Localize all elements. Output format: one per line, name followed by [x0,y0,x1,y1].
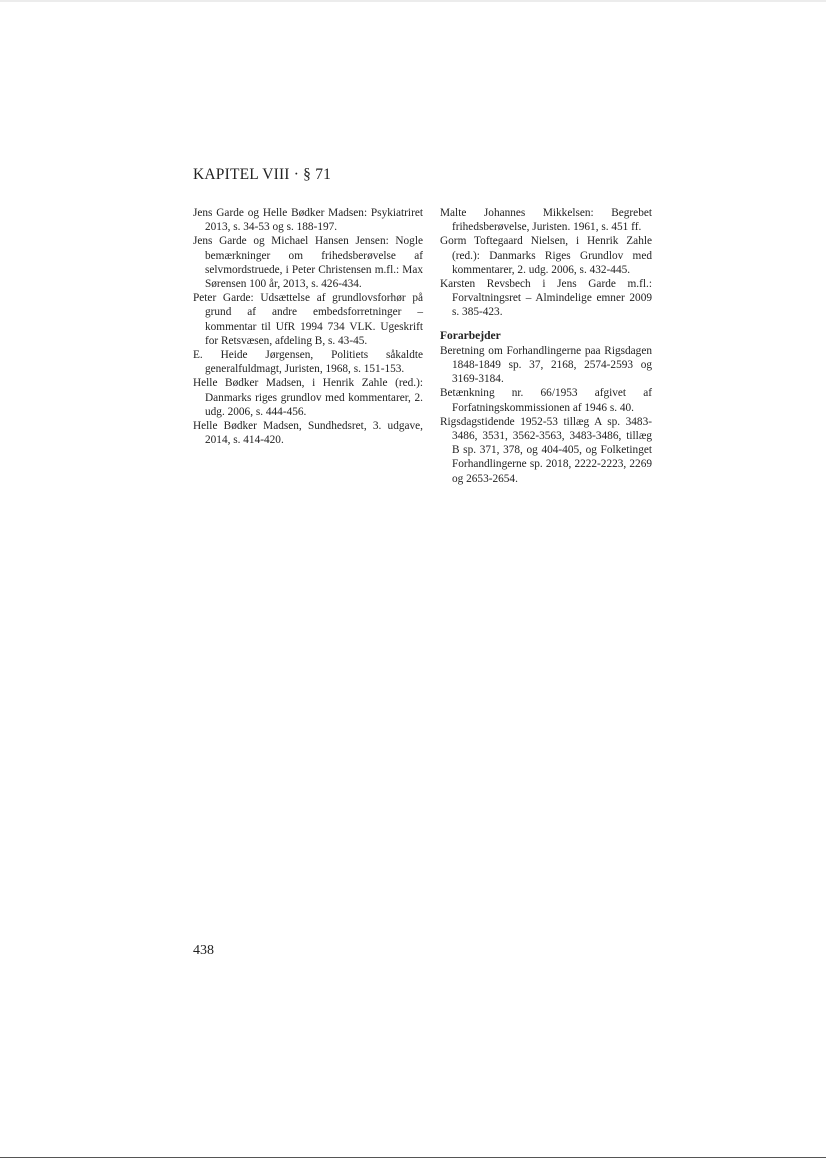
reference-entry: Jens Garde og Michael Hansen Jensen: Nogle bemærkninger om frihedsberøvelse af selvmordstruede, i Peter Christensen m.fl.: Max Sørensen 100 år, 2013, s. 426-434. [193,235,423,291]
section-heading-forarbejder: Forarbejder [440,329,501,342]
reference-entry: Gorm Toftegaard Nielsen, i Henrik Zahle (red.): Danmarks Riges Grundlov med kommentarer, 2. udg. 2006, s. 432-445. [440,235,652,276]
reference-entry: Malte Johannes Mikkelsen: Begrebet frihedsberøvelse, Juristen. 1961, s. 451 ff. [440,207,652,234]
page-number: 438 [193,943,214,958]
reference-entry: Helle Bødker Madsen, Sundhedsret, 3. udgave, 2014, s. 414-420. [193,420,423,447]
scan-top-edge [0,0,826,2]
reference-entry: E. Heide Jørgensen, Politiets såkaldte generalfuldmagt, Juristen, 1968, s. 151-153. [193,349,423,376]
scan-bottom-edge [0,1157,826,1158]
running-head: KAPITEL VIII · § 71 [193,166,332,183]
preparatory-work-entry: Rigsdagstidende 1952-53 tillæg A sp. 3483-3486, 3531, 3562-3563, 3483-3486, tillæg B sp. 371, 378, og 404-405, og Folketinget Forhandlingerne sp. 2018, 2222-2223, 2269 og 2653-2654. [440,415,652,485]
reference-entry: Peter Garde: Udsættelse af grundlovsforhør på grund af andre embedsforretninger – kommentar til UfR 1994 734 VLK. Ugeskrift for Retsvæsen, afdeling B, s. 43-45. [193,292,423,347]
left-column [193,206,423,447]
preparatory-work-entry: Beretning om Forhandlingerne paa Rigsdagen 1848-1849 sp. 37, 2168, 2574-2593 og 3169-3184. [440,344,652,386]
right-column [440,206,652,486]
preparatory-work-entry: Betænkning nr. 66/1953 afgivet af Forfatningskommissionen af 1946 s. 40. [440,387,652,414]
reference-entry: Karsten Revsbech i Jens Garde m.fl.: Forvaltningsret – Almindelige emner 2009 s. 385-423. [440,278,652,319]
reference-entry: Helle Bødker Madsen, i Henrik Zahle (red.): Danmarks riges grundlov med kommentarer, 2. udg. 2006, s. 444-456. [193,377,423,418]
reference-entry: Jens Garde og Helle Bødker Madsen: Psykiatriret 2013, s. 34-53 og s. 188-197. [193,207,423,234]
